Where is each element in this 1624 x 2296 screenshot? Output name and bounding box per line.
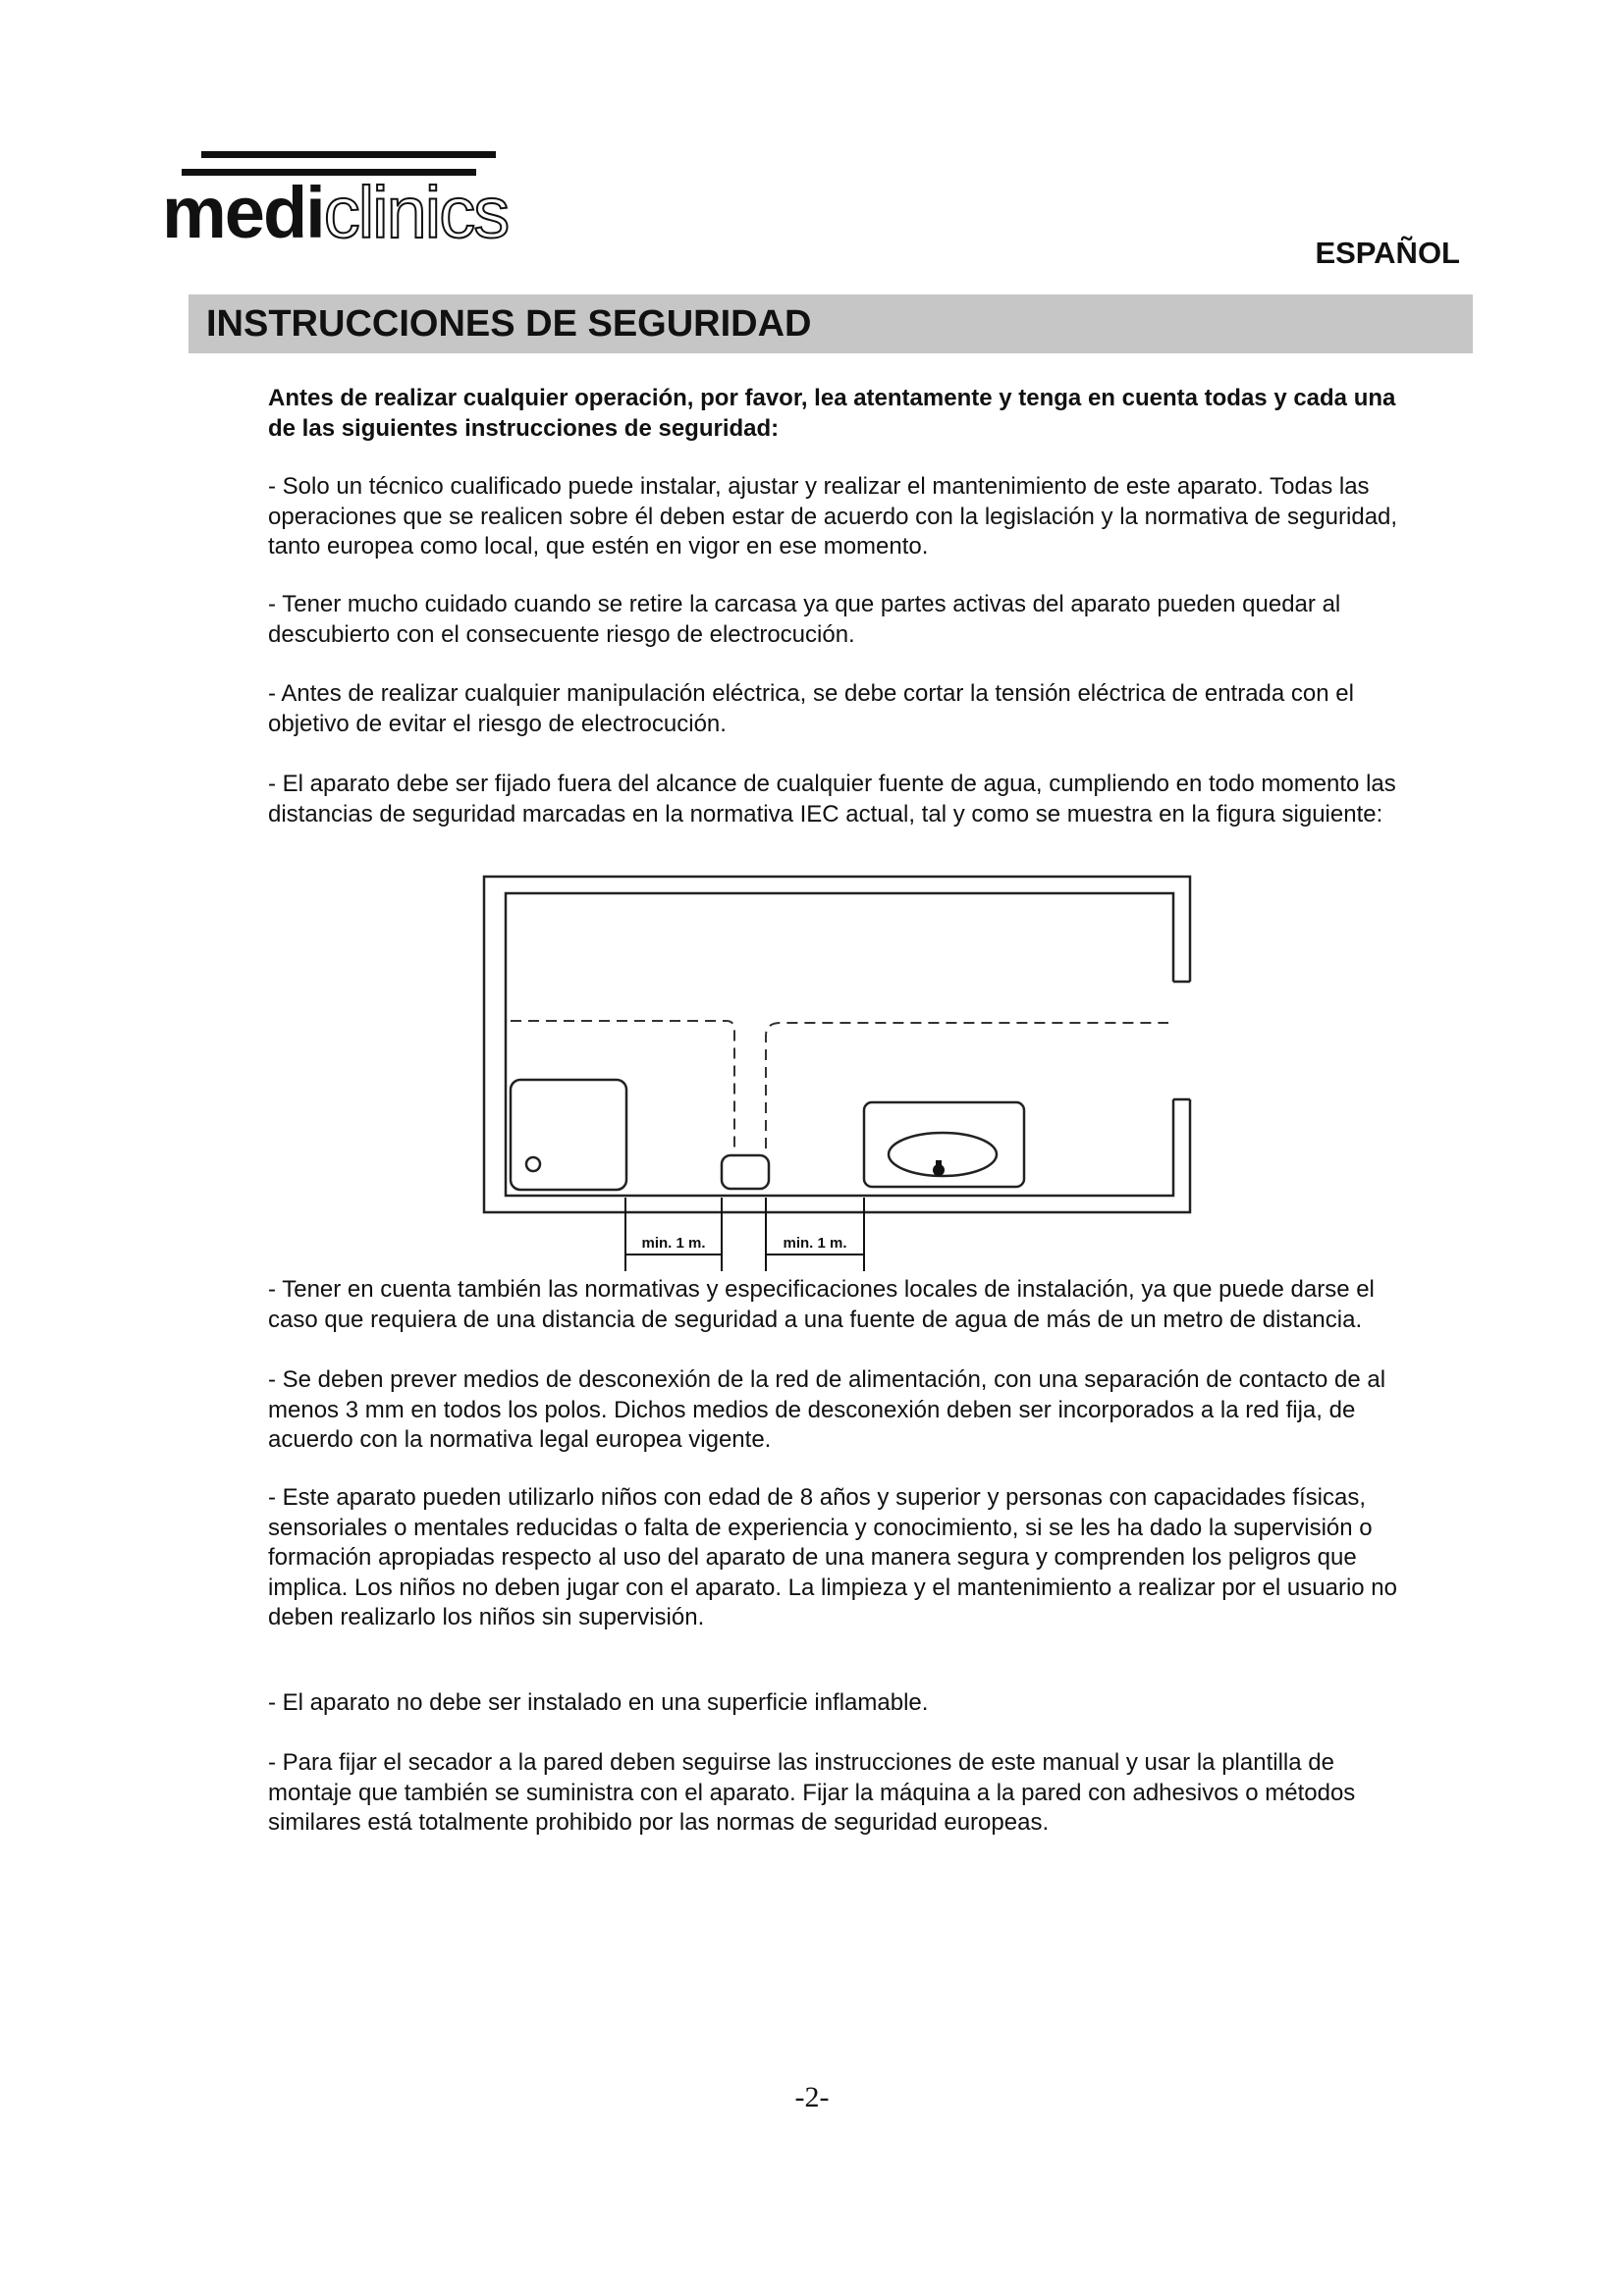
shower-tray <box>722 1155 769 1189</box>
paragraph-cut-power: - Antes de realizar cualquier manipulación eléctrica, se debe cortar la tensión eléctrica de entrada con el objetivo de evitar el riesgo de electrocución. <box>268 680 1354 737</box>
basin-tap-stem <box>936 1160 942 1172</box>
intro-text: Antes de realizar cualquier operación, por favor, lea atentamente y tenga en cuenta todas y cada una de las siguientes instrucciones de seguridad: <box>268 385 1396 442</box>
language-label: ESPAÑOL <box>1315 236 1460 270</box>
bathtub-drain <box>526 1157 540 1171</box>
paragraph-flammable-surface: - El aparato no debe ser instalado en una superficie inflamable. <box>268 1689 929 1716</box>
paragraph-water-distance: - El aparato debe ser fijado fuera del alcance de cualquier fuente de agua, cumpliendo en todo momento las distancias de seguridad marcadas en la normativa IEC actual, tal y como se muestra en la figura siguiente: <box>268 771 1396 828</box>
wall-outer <box>484 877 1190 1212</box>
min-distance-left-label: min. 1 m. <box>641 1235 706 1252</box>
wall-inner <box>506 893 1173 1196</box>
installation-diagram <box>481 874 1198 1286</box>
paragraph-disconnection-means: - Se deben prever medios de desconexión de la red de alimentación, con una separación de contacto de al menos 3 mm en todos los polos. Dichos medios de desconexión deben ser incorporados a la red fija, de acuerdo con la normativa legal europea vigente. <box>268 1366 1386 1453</box>
logo-wordmark: mediclinics <box>162 172 509 253</box>
safety-zone-left <box>511 1021 734 1148</box>
paragraph-qualified-technician: - Solo un técnico cualificado puede instalar, ajustar y realizar el mantenimiento de este aparato. Todas las operaciones que se realicen sobre él deben estar de acuerdo con la legislación y la normativa de seguridad, tanto europea como local, que estén en vigor en ese momento. <box>268 473 1398 560</box>
paragraph-children-supervision: - Este aparato pueden utilizarlo niños con edad de 8 años y superior y personas con capacidades físicas, sensoriales o mentales reducidas o falta de experiencia y conocimiento, si se les ha dado la supervisión o formación apropiadas respecto al uso del aparato de una manera segura y comprenden los peligros que implica. Los niños no deben jugar con el aparato. La limpieza y el mantenimiento a realizar por el usuario no deben realizarlo los niños sin supervisión. <box>268 1484 1397 1630</box>
medi-clinics-logo <box>162 147 535 255</box>
min-distance-right-label: min. 1 m. <box>783 1235 847 1252</box>
paragraph-local-regulations: - Tener en cuenta también las normativas y especificaciones locales de instalación, ya que puede darse el caso que requiera de una distancia de seguridad a una fuente de agua de más de un metro de distancia. <box>268 1276 1375 1333</box>
page-number: -2- <box>794 2081 830 2113</box>
paragraph-wall-mounting: - Para fijar el secador a la pared deben seguirse las instrucciones de este manual y usar la plantilla de montaje que también se suministra con el aparato. Fijar la máquina a la pared con adhesivos o métodos similares está totalmente prohibido por las normas de seguridad europeas. <box>268 1749 1356 1836</box>
bathtub <box>511 1080 626 1190</box>
logo-bar-top <box>201 151 496 158</box>
washbasin <box>864 1102 1024 1187</box>
paragraph-casing-removal: - Tener mucho cuidado cuando se retire la carcasa ya que partes activas del aparato pueden quedar al descubierto con el consecuente riesgo de electrocución. <box>268 591 1341 648</box>
safety-zone-right <box>766 1023 1168 1148</box>
section-title: INSTRUCCIONES DE SEGURIDAD <box>189 294 1473 353</box>
